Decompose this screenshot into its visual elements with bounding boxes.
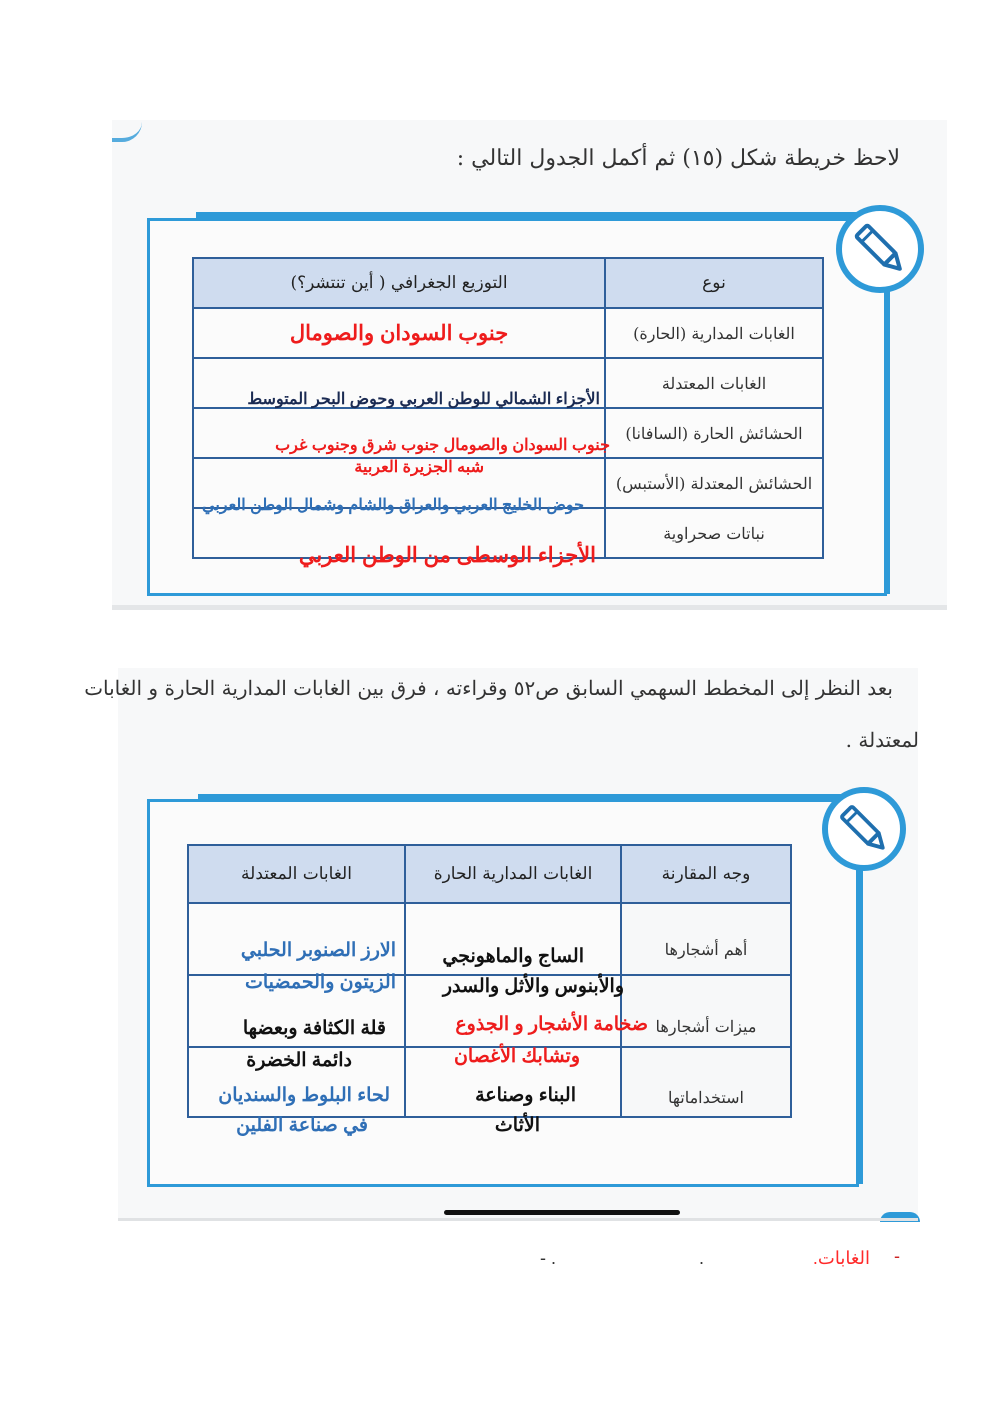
type-cell: الغابات المدارية (الحارة) — [605, 308, 823, 358]
bottom-pencil-badge — [822, 787, 906, 871]
home-indicator[interactable] — [444, 1210, 680, 1215]
aspect-cell: أهم أشجارها — [621, 903, 791, 975]
answer-text-line1: ضخامة الأشجار و الجذوع — [455, 1014, 648, 1035]
answer-text: الأجزاء الوسطى من الوطن العربي — [298, 544, 596, 567]
answer-cell — [193, 508, 605, 567]
header-aspect: وجه المقارنة — [621, 845, 791, 903]
type-cell: نباتات صحراوية — [605, 508, 823, 558]
footer-dot: . — [698, 1248, 704, 1268]
type-cell: الحشائش المعتدلة (الأستبس) — [605, 458, 823, 508]
answer-text-line1: الارز الصنوبر الحلبي — [240, 940, 396, 961]
bottom-instruction-line1: بعد النظر إلى المخطط السهمي السابق ص٥٢ وقراءته ، فرق بين الغابات المدارية الحارة و الغابات — [84, 676, 893, 700]
footer-line — [520, 1246, 900, 1272]
answer-cell — [193, 358, 605, 408]
header-type: نوع — [605, 258, 823, 308]
answer-text-line2: في صناعة الفلين — [236, 1115, 368, 1136]
footer-word: الغابات. — [812, 1248, 870, 1268]
answer-text-line1: لحاء البلوط والسنديان — [218, 1085, 390, 1106]
pencil-icon — [828, 793, 900, 865]
temperate-cell — [188, 903, 405, 993]
bottom-table — [187, 844, 792, 1136]
answer-text: جنوب السودان والصومال — [289, 321, 509, 345]
answer-text-line2: دائمة الخضرة — [246, 1050, 352, 1071]
header-distribution: التوزيع الجغرافي ( أين تنتشر؟) — [193, 258, 605, 308]
answer-cell — [193, 308, 605, 358]
answer-cell — [193, 408, 610, 476]
answer-text-line1: البناء وصناعة — [475, 1085, 576, 1106]
answer-text-line2: الأثاث — [494, 1115, 540, 1136]
answer-text: حوض الخليج العربي والعراق والشام وشمال الوطن العربي — [202, 497, 584, 514]
pencil-icon — [842, 211, 918, 287]
bottom-instruction-line2: لمعتدلة . — [845, 728, 919, 752]
answer-text-line2: شبه الجزيرة العربية — [354, 459, 484, 476]
type-cell: الحشائش الحارة (السافانا) — [605, 408, 823, 458]
tropical-cell — [405, 903, 624, 997]
bottom-divider — [118, 1218, 918, 1221]
answer-text-line1: الساج والماهونجي — [442, 946, 584, 967]
top-pencil-badge — [836, 205, 924, 293]
aspect-cell: ميزات أشجارها — [621, 975, 791, 1047]
answer-text-line1: قلة الكثافة وبعضها — [242, 1018, 386, 1039]
answer-text-line2: والأبنوس والأثل والسدر — [442, 976, 624, 997]
top-table — [192, 257, 824, 567]
answer-text-line2: وتشابك الأغصان — [453, 1046, 580, 1067]
type-cell: الغابات المعتدلة — [605, 358, 823, 408]
top-divider — [112, 605, 947, 610]
answer-text-line2: الزيتون والحمضيات — [245, 972, 396, 993]
footer-dot-dash: . - — [540, 1248, 556, 1268]
top-instruction: لاحظ خريطة شكل (١٥) ثم أكمل الجدول التالي : — [456, 146, 900, 171]
aspect-cell: استخداماتها — [621, 1047, 791, 1117]
answer-text: الأجزاء الشمالي للوطن العربي وحوض البحر المتوسط — [247, 391, 600, 408]
header-temperate: الغابات المعتدلة — [188, 845, 405, 903]
header-tropical: الغابات المدارية الحارة — [405, 845, 621, 903]
answer-text-line1: جنوب السودان والصومال جنوب شرق وجنوب غرب — [275, 437, 610, 454]
footer-dash: - — [894, 1246, 900, 1266]
